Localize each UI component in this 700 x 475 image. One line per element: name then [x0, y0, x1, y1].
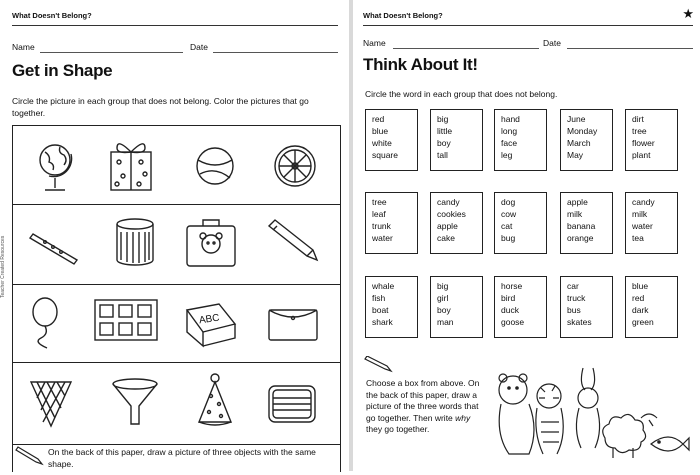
choose-text-end: they go together.: [366, 424, 430, 435]
word-item[interactable]: leg: [501, 150, 513, 160]
sandwich-icon[interactable]: [263, 372, 323, 432]
right-title: Think About It!: [363, 55, 478, 74]
left-side-note: Teacher Created Resources: [0, 235, 6, 298]
word-item[interactable]: car: [567, 281, 579, 291]
word-box[interactable]: [625, 109, 678, 171]
balloon-icon[interactable]: [25, 292, 85, 352]
word-item[interactable]: apple: [567, 197, 588, 207]
word-item[interactable]: June: [567, 114, 586, 124]
word-item[interactable]: milk: [567, 209, 583, 219]
left-date-field[interactable]: [213, 52, 338, 53]
picture-row-3: [13, 284, 340, 363]
word-item[interactable]: boat: [372, 305, 389, 315]
globe-icon[interactable]: [27, 136, 87, 196]
ice-cream-cone-icon[interactable]: [25, 372, 85, 432]
ball-icon[interactable]: [185, 136, 245, 196]
picture-row-4: [13, 362, 340, 445]
left-instructions: Circle the picture in each group that does not belong. Color the pictures that go together.: [12, 96, 309, 118]
left-worksheet: [0, 0, 349, 471]
word-item[interactable]: water: [632, 221, 653, 231]
word-item[interactable]: man: [437, 317, 454, 327]
word-item[interactable]: blue: [372, 126, 389, 136]
wheel-icon[interactable]: [265, 136, 325, 196]
word-item[interactable]: face: [501, 138, 518, 148]
word-box[interactable]: [494, 276, 547, 338]
word-item[interactable]: fish: [372, 293, 386, 303]
word-box[interactable]: [494, 192, 547, 254]
word-item[interactable]: blue: [632, 281, 649, 291]
left-name-field[interactable]: [40, 52, 183, 53]
word-item[interactable]: long: [501, 126, 518, 136]
word-item[interactable]: May: [567, 150, 584, 160]
flute-icon[interactable]: [27, 214, 87, 274]
choose-text-main: Choose a box from above. On the back of this paper, draw a picture of the three words that go together. Then write: [366, 378, 480, 423]
word-item[interactable]: big: [437, 114, 449, 124]
word-item[interactable]: big: [437, 281, 449, 291]
word-item[interactable]: tree: [372, 197, 387, 207]
word-item[interactable]: candy: [632, 197, 655, 207]
word-item[interactable]: cow: [501, 209, 517, 219]
word-item[interactable]: little: [437, 126, 453, 136]
star-icon: ★: [682, 6, 694, 21]
word-item[interactable]: boy: [437, 138, 451, 148]
word-item[interactable]: horse: [501, 281, 523, 291]
word-box[interactable]: [625, 192, 678, 254]
left-title: Get in Shape: [12, 61, 113, 80]
word-item[interactable]: white: [372, 138, 392, 148]
word-item[interactable]: cookies: [437, 209, 466, 219]
word-item[interactable]: bus: [567, 305, 581, 315]
right-instructions: Circle the word in each group that does not belong.: [365, 89, 558, 99]
word-item[interactable]: red: [372, 114, 385, 124]
word-box[interactable]: [494, 109, 547, 171]
abc-book-icon[interactable]: [181, 292, 241, 352]
word-item[interactable]: trunk: [372, 221, 391, 231]
funnel-icon[interactable]: [105, 372, 165, 432]
word-item[interactable]: square: [372, 150, 398, 160]
word-item[interactable]: tree: [632, 126, 647, 136]
window-icon[interactable]: [91, 292, 161, 352]
word-box[interactable]: [430, 276, 483, 338]
word-box[interactable]: [560, 192, 613, 254]
drum-icon[interactable]: [105, 212, 165, 272]
gift-icon[interactable]: [101, 134, 161, 194]
choose-text-italic: why: [455, 412, 471, 423]
right-name-field[interactable]: [393, 48, 539, 49]
word-item[interactable]: banana: [567, 221, 596, 231]
envelope-icon[interactable]: [263, 292, 323, 352]
lunchbox-icon[interactable]: [181, 212, 241, 272]
word-box[interactable]: [625, 276, 678, 338]
word-box[interactable]: [430, 109, 483, 171]
right-date-field[interactable]: [567, 48, 693, 49]
left-header: What Doesn't Belong?: [12, 11, 92, 20]
word-box[interactable]: [365, 109, 418, 171]
word-item[interactable]: red: [632, 293, 645, 303]
word-item[interactable]: green: [632, 317, 654, 327]
word-item[interactable]: milk: [632, 209, 648, 219]
word-item[interactable]: flower: [632, 138, 655, 148]
word-item[interactable]: water: [372, 233, 393, 243]
word-item[interactable]: cat: [501, 221, 513, 231]
left-pencil-icon: [14, 446, 44, 470]
word-box[interactable]: [560, 276, 613, 338]
word-item[interactable]: leaf: [372, 209, 386, 219]
party-hat-icon[interactable]: [185, 370, 245, 430]
picture-row-2: [13, 204, 340, 285]
word-item[interactable]: dog: [501, 197, 516, 207]
word-item[interactable]: truck: [567, 293, 586, 303]
right-header-rule: [363, 25, 693, 26]
right-header: What Doesn't Belong?: [363, 11, 443, 20]
left-date-label: Date: [190, 42, 208, 52]
word-item[interactable]: cake: [437, 233, 455, 243]
word-item[interactable]: candy: [437, 197, 460, 207]
choose-text: [366, 378, 486, 436]
left-header-rule: [12, 25, 338, 26]
picture-grid: [12, 125, 341, 472]
right-name-label: Name: [363, 38, 386, 48]
word-item[interactable]: bug: [501, 233, 516, 243]
word-box[interactable]: [365, 192, 418, 254]
word-item[interactable]: tea: [632, 233, 644, 243]
word-item[interactable]: Monday: [567, 126, 598, 136]
book-letters: ABC: [198, 312, 221, 327]
left-bottom-text: On the back of this paper, draw a picture of three objects with the same shape.: [48, 447, 316, 469]
word-item[interactable]: girl: [437, 293, 449, 303]
word-item[interactable]: March: [567, 138, 591, 148]
word-item[interactable]: tall: [437, 150, 448, 160]
pencil-icon[interactable]: [263, 214, 323, 274]
animals-illustration: [491, 362, 691, 470]
word-box[interactable]: [560, 109, 613, 171]
word-item[interactable]: shark: [372, 317, 393, 327]
word-item[interactable]: apple: [437, 221, 458, 231]
word-item[interactable]: orange: [567, 233, 594, 243]
word-item[interactable]: dirt: [632, 114, 644, 124]
word-item[interactable]: bird: [501, 293, 516, 303]
word-item[interactable]: dark: [632, 305, 649, 315]
left-name-label: Name: [12, 42, 35, 52]
word-box[interactable]: [365, 276, 418, 338]
word-item[interactable]: goose: [501, 317, 525, 327]
right-pencil-icon: [363, 356, 393, 376]
word-item[interactable]: hand: [501, 114, 520, 124]
picture-row-1: [13, 126, 340, 205]
right-date-label: Date: [543, 38, 561, 48]
word-item[interactable]: plant: [632, 150, 651, 160]
word-box[interactable]: [430, 192, 483, 254]
word-item[interactable]: skates: [567, 317, 592, 327]
word-item[interactable]: whale: [372, 281, 395, 291]
word-item[interactable]: duck: [501, 305, 519, 315]
word-item[interactable]: boy: [437, 305, 451, 315]
